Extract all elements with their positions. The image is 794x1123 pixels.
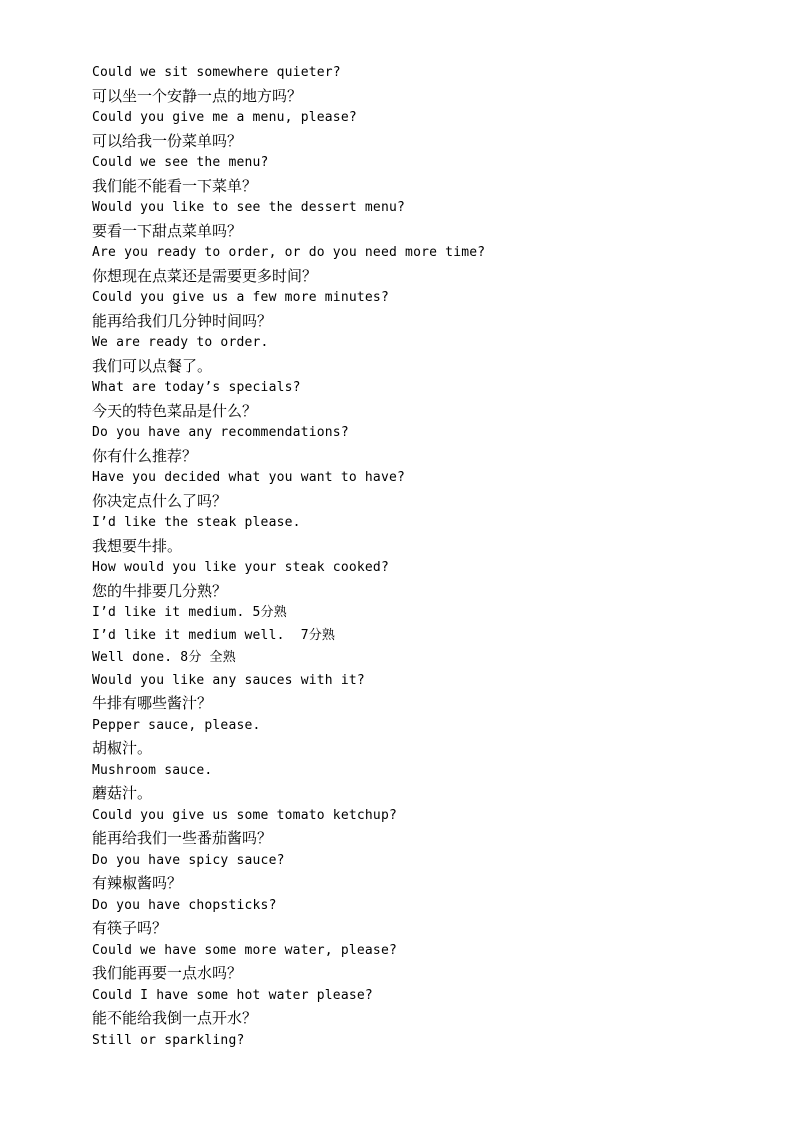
english-phrase-line: Could we sit somewhere quieter? xyxy=(92,65,341,80)
document-page xyxy=(92,62,752,1052)
english-phrase-line: Could you give me a menu, please? xyxy=(92,110,357,125)
english-phrase-line: Are you ready to order, or do you need more time? xyxy=(92,245,486,260)
english-phrase-line: I’d like the steak please. xyxy=(92,515,301,530)
chinese-translation-line: 牛排有哪些酱汁？ xyxy=(92,694,213,712)
chinese-translation-line: 我们能不能看一下菜单？ xyxy=(92,176,258,195)
chinese-translation-line: 蘑菇汁。 xyxy=(92,784,153,802)
english-phrase-line: Do you have spicy sauce? xyxy=(92,852,285,868)
english-phrase-line: Would you like any sauces with it? xyxy=(92,672,365,688)
phrase-list xyxy=(92,62,752,1052)
english-phrase-line: Pepper sauce, please. xyxy=(92,717,261,733)
chinese-translation-line: 你想现在点菜还是需要更多时间？ xyxy=(92,266,318,285)
english-phrase-line: Could we see the menu? xyxy=(92,155,269,170)
chinese-translation-line: 今天的特色菜品是什么？ xyxy=(92,401,258,420)
english-phrase-line: Could you give us a few more minutes? xyxy=(92,290,389,305)
english-phrase-line: Do you have any recommendations? xyxy=(92,425,349,440)
english-phrase-line: Still or sparkling? xyxy=(92,1032,245,1048)
english-phrase-line: How would you like your steak cooked? xyxy=(92,560,389,575)
chinese-translation-line: 能不能给我倒一点开水？ xyxy=(92,1009,258,1027)
chinese-translation-line: 您的牛排要几分熟？ xyxy=(92,581,228,600)
english-phrase-line: Have you decided what you want to have? xyxy=(92,470,406,485)
chinese-translation-line: 可以坐一个安静一点的地方吗？ xyxy=(92,86,303,105)
chinese-translation-line: 你决定点什么了吗？ xyxy=(92,491,228,510)
chinese-translation-line: 我们可以点餐了。 xyxy=(92,356,213,375)
chinese-translation-line: 能再给我们一些番茄酱吗？ xyxy=(92,829,273,847)
english-phrase-line: I’d like it medium. 5分熟 xyxy=(92,605,287,620)
chinese-translation-line: 你有什么推荐？ xyxy=(92,446,198,465)
english-phrase-line: I’d like it medium well. 7分熟 xyxy=(92,627,336,643)
english-phrase-line: We are ready to order. xyxy=(92,335,269,350)
chinese-translation-line: 胡椒汁。 xyxy=(92,739,153,757)
chinese-translation-line: 可以给我一份菜单吗？ xyxy=(92,131,243,150)
english-phrase-line: Could we have some more water, please? xyxy=(92,942,398,958)
english-phrase-line: Could I have some hot water please? xyxy=(92,987,373,1003)
chinese-translation-line: 能再给我们几分钟时间吗？ xyxy=(92,311,273,330)
chinese-translation-line: 有筷子吗？ xyxy=(92,919,168,937)
english-phrase-line: Would you like to see the dessert menu? xyxy=(92,200,406,215)
english-phrase-line: Do you have chopsticks? xyxy=(92,897,277,913)
chinese-translation-line: 要看一下甜点菜单吗？ xyxy=(92,221,243,240)
english-phrase-line: Well done. 8分 全熟 xyxy=(92,650,236,665)
english-phrase-line: Could you give us some tomato ketchup? xyxy=(92,807,398,823)
chinese-translation-line: 我想要牛排。 xyxy=(92,536,183,555)
english-phrase-line: Mushroom sauce. xyxy=(92,762,213,778)
chinese-translation-line: 我们能再要一点水吗？ xyxy=(92,964,243,982)
english-phrase-line: What are today’s specials? xyxy=(92,380,301,395)
chinese-translation-line: 有辣椒酱吗？ xyxy=(92,874,183,892)
